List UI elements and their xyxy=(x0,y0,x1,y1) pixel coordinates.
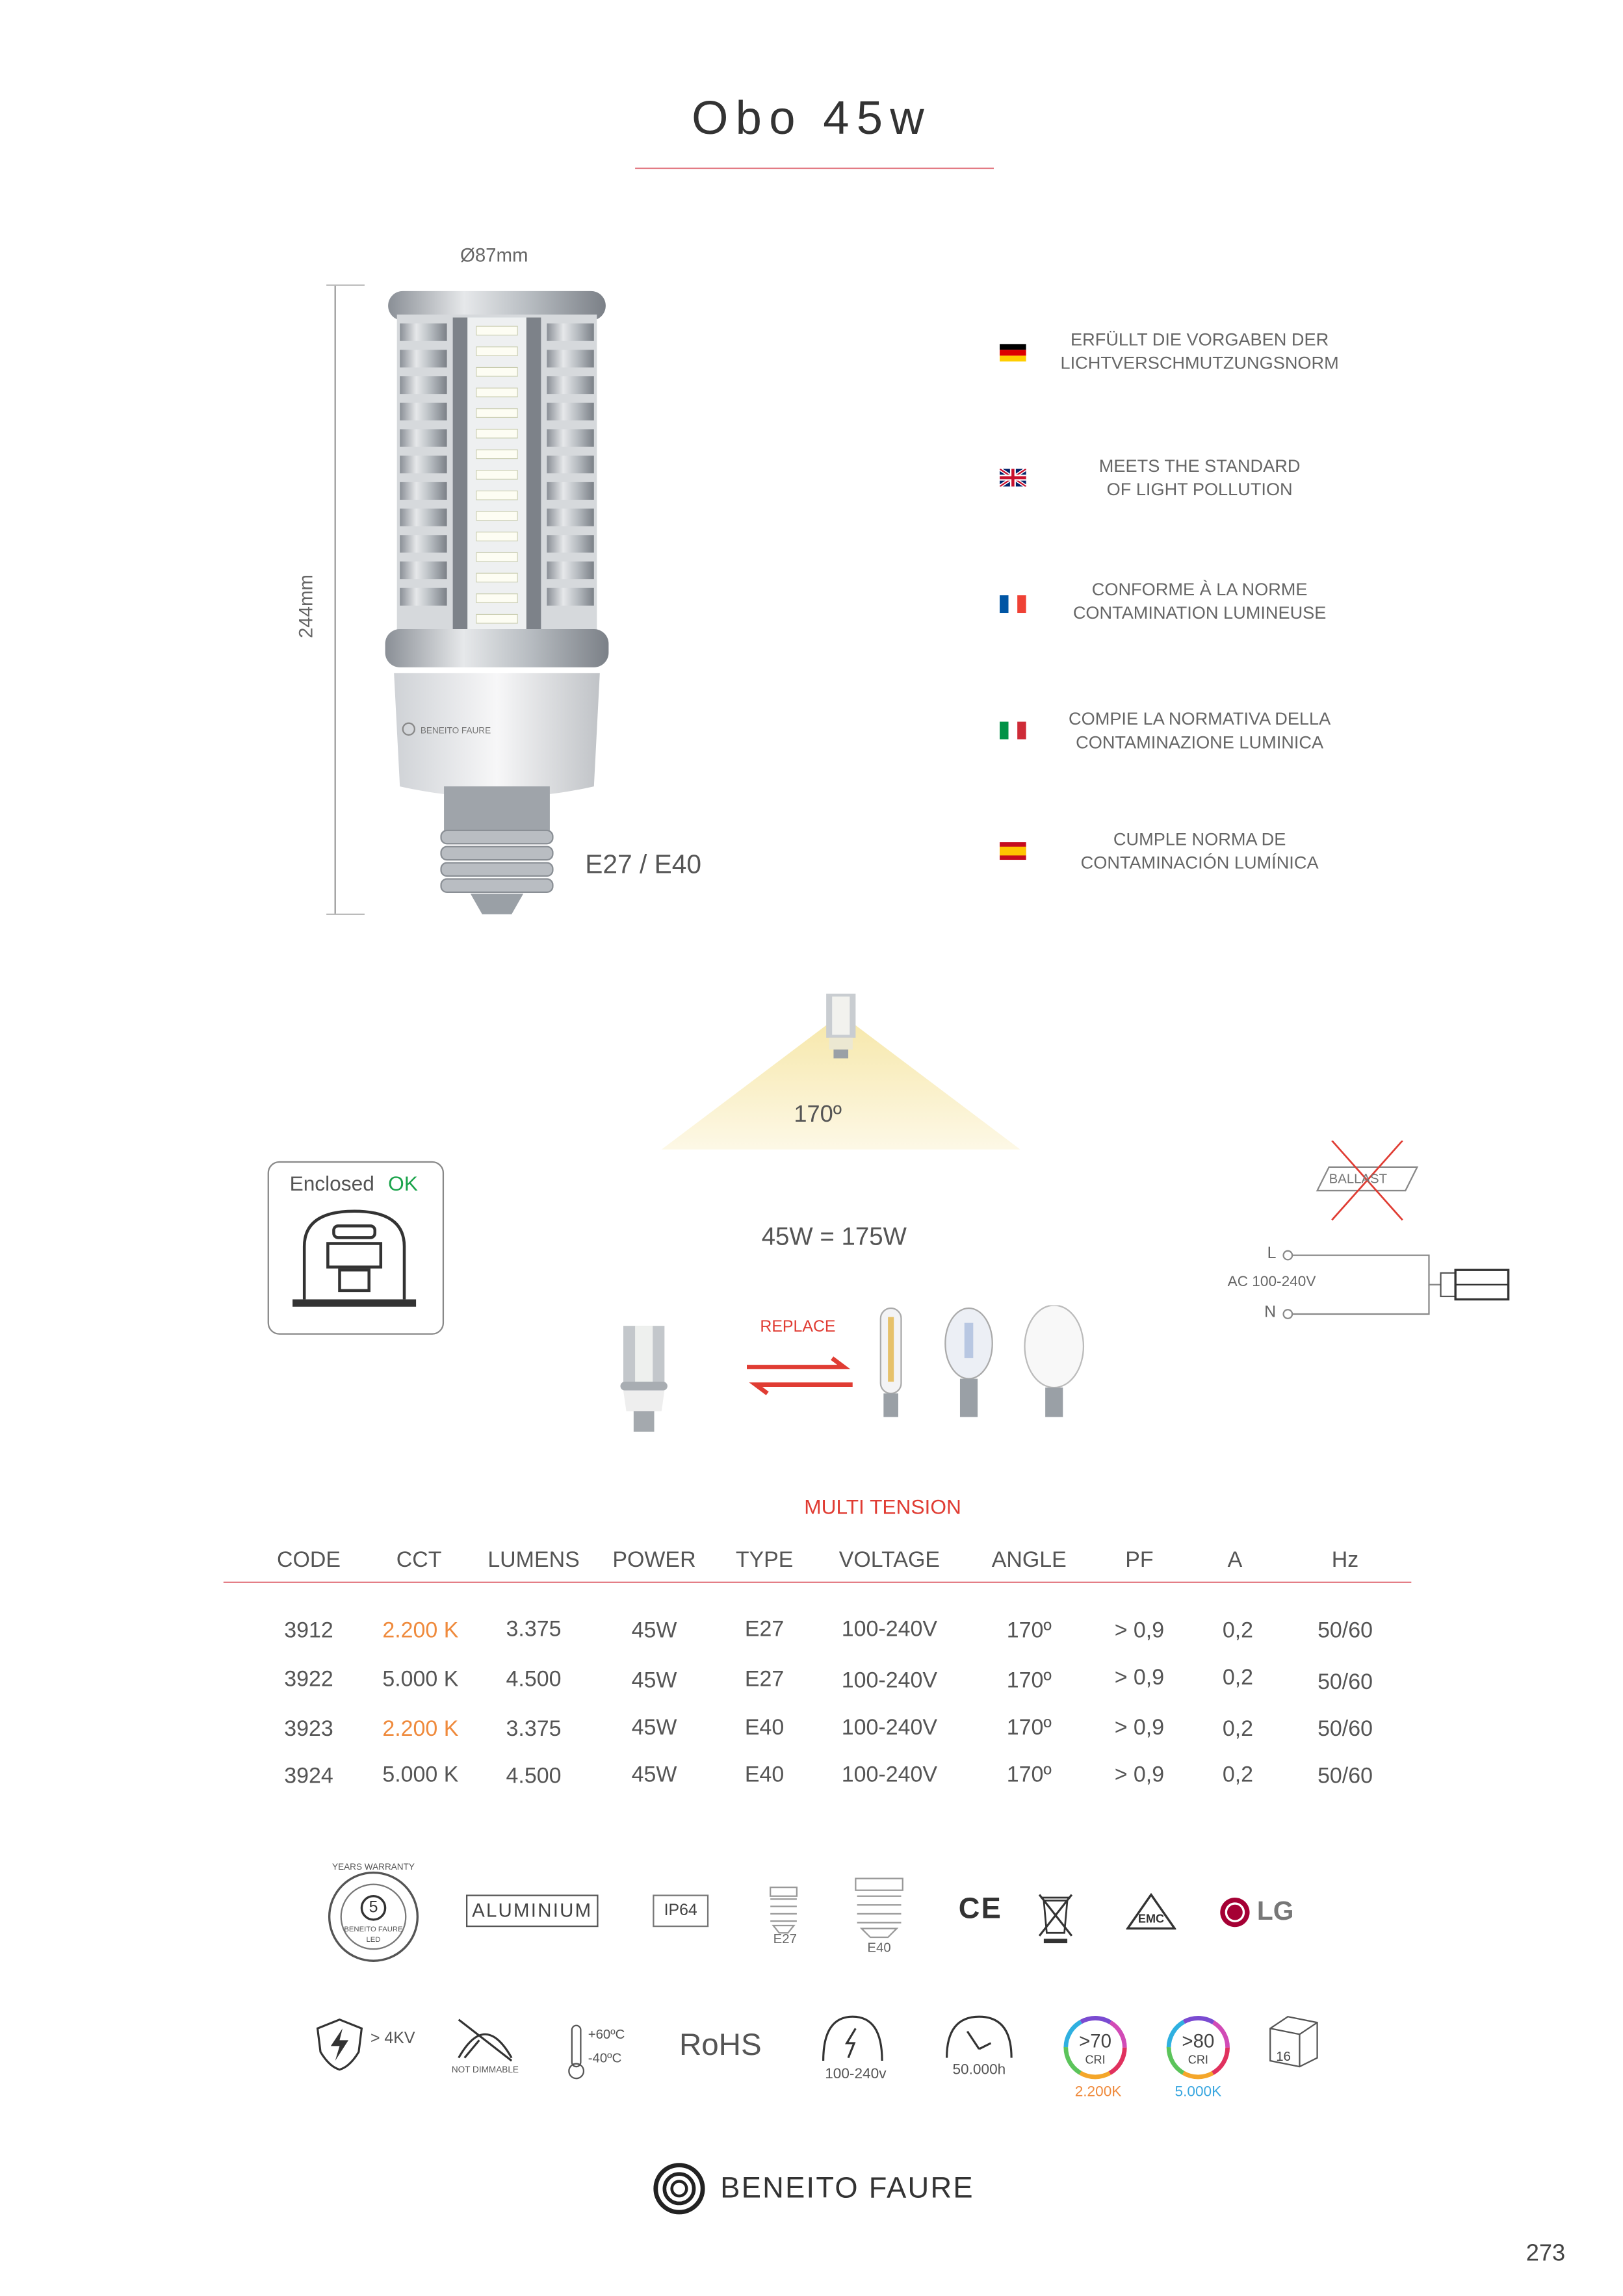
ip-rating-badge: IP64 xyxy=(653,1894,708,1927)
replace-arrows-icon xyxy=(747,1355,853,1396)
voltage-gauge-icon xyxy=(818,2011,889,2069)
brand-logo-icon xyxy=(653,2162,705,2215)
lg-logo-text: LG xyxy=(1256,1896,1294,1926)
ballast-label: BALLAST xyxy=(1329,1171,1388,1187)
column-header: A xyxy=(1227,1547,1243,1573)
es-flag xyxy=(1000,841,1026,868)
temp-high-label: +60ºC xyxy=(588,2027,625,2042)
cri-70-value: >70 xyxy=(1079,2030,1111,2052)
equivalence-text: 45W = 175W xyxy=(761,1222,907,1251)
cri-80-temp: 5.000K xyxy=(1175,2084,1222,2101)
rohs-mark: RoHS xyxy=(679,2028,762,2063)
svg-text:BENEITO FAURE: BENEITO FAURE xyxy=(420,725,491,736)
title-underline xyxy=(635,168,994,169)
enclosed-fixture-icon xyxy=(287,1202,422,1320)
page-title: Obo 45w xyxy=(692,91,931,144)
thermometer-icon xyxy=(566,2022,587,2081)
column-header: TYPE xyxy=(735,1547,794,1573)
height-dimension-line xyxy=(320,279,365,920)
warranty-sub: LED xyxy=(366,1935,381,1945)
emc-mark-icon xyxy=(1126,1893,1176,1931)
ce-mark: CE xyxy=(958,1893,1003,1926)
cri-80-value: >80 xyxy=(1182,2030,1215,2052)
cri-70-temp: 2.200K xyxy=(1074,2084,1122,2101)
cri-70-label: CRI xyxy=(1085,2053,1106,2067)
column-header: Hz xyxy=(1331,1547,1359,1573)
footer-brand: BENEITO FAURE xyxy=(720,2172,974,2205)
table-caption: MULTI TENSION xyxy=(804,1495,961,1519)
column-header: PF xyxy=(1125,1547,1154,1573)
lifetime-clock-icon xyxy=(941,2011,1018,2063)
wiring-n-label: N xyxy=(1264,1304,1277,1322)
warranty-years: 5 xyxy=(369,1899,378,1917)
lg-logo-icon xyxy=(1219,1896,1251,1929)
height-label: 244mm xyxy=(294,574,317,639)
replacement-lamp-image xyxy=(617,1320,670,1438)
beam-angle-label: 170º xyxy=(794,1102,842,1128)
norm-fr: CONFORME À LA NORME CONTAMINATION LUMINEUSE xyxy=(1072,579,1327,624)
column-header: POWER xyxy=(612,1547,696,1573)
enclosed-status: OK xyxy=(388,1171,418,1195)
fr-flag xyxy=(1000,594,1026,621)
column-header: CODE xyxy=(276,1547,341,1573)
column-header: LUMENS xyxy=(487,1547,580,1573)
column-header: CCT xyxy=(396,1547,442,1573)
e40-socket-icon xyxy=(850,1876,908,1941)
not-dimmable-icon xyxy=(453,2014,518,2067)
norm-uk: MEETS THE STANDARD OF LIGHT POLLUTION xyxy=(1098,456,1301,500)
svg-text:EMC: EMC xyxy=(1137,1912,1165,1926)
surge-protection-icon xyxy=(315,2017,365,2072)
wiring-diagram xyxy=(1220,1141,1514,1329)
table-header-rule xyxy=(224,1582,1412,1583)
e27-label: E27 xyxy=(773,1931,797,1946)
de-flag xyxy=(1000,342,1026,369)
aluminium-badge: ALUMINIUM xyxy=(466,1894,599,1927)
socket-label: E27 / E40 xyxy=(585,849,702,879)
page-number: 273 xyxy=(1526,2241,1566,2267)
voltage-label: 100-240v xyxy=(825,2067,887,2083)
weee-bin-icon xyxy=(1037,1892,1075,1944)
column-header: VOLTAGE xyxy=(838,1547,940,1573)
wiring-ac-label: AC 100-240V xyxy=(1227,1274,1316,1291)
uk-flag xyxy=(1000,467,1026,494)
it-flag xyxy=(1000,720,1026,747)
warranty-brand: BENEITO FAURE xyxy=(344,1925,403,1935)
surge-label: > 4KV xyxy=(370,2030,415,2048)
enclosed-label: Enclosed xyxy=(289,1171,374,1195)
replaced-lamps-image xyxy=(875,1305,1095,1423)
norm-it: COMPIE LA NORMATIVA DELLA CONTAMINAZIONE LUMINICA xyxy=(1069,708,1331,753)
norm-de: ERFÜLLT DIE VORGABEN DER LICHTVERSCHMUTZUNGSNORM xyxy=(1060,329,1339,374)
e27-socket-icon xyxy=(762,1885,806,1935)
norm-es: CUMPLE NORMA DE CONTAMINACIÓN LUMÍNICA xyxy=(1080,829,1319,873)
cri-80-label: CRI xyxy=(1188,2053,1208,2067)
replace-label: REPLACE xyxy=(760,1318,836,1336)
temp-low-label: -40ºC xyxy=(588,2050,622,2065)
column-header: ANGLE xyxy=(991,1547,1067,1573)
warranty-text: YEARS WARRANTY xyxy=(332,1863,415,1873)
product-lamp-image xyxy=(380,279,615,926)
e40-label: E40 xyxy=(867,1940,891,1955)
lifetime-label: 50.000h xyxy=(952,2062,1006,2079)
diameter-label: Ø87mm xyxy=(460,244,528,266)
not-dimmable-label: NOT DIMMABLE xyxy=(451,2067,519,2076)
wiring-l-label: L xyxy=(1267,1245,1277,1263)
box-quantity-value: 16 xyxy=(1276,2048,1291,2064)
